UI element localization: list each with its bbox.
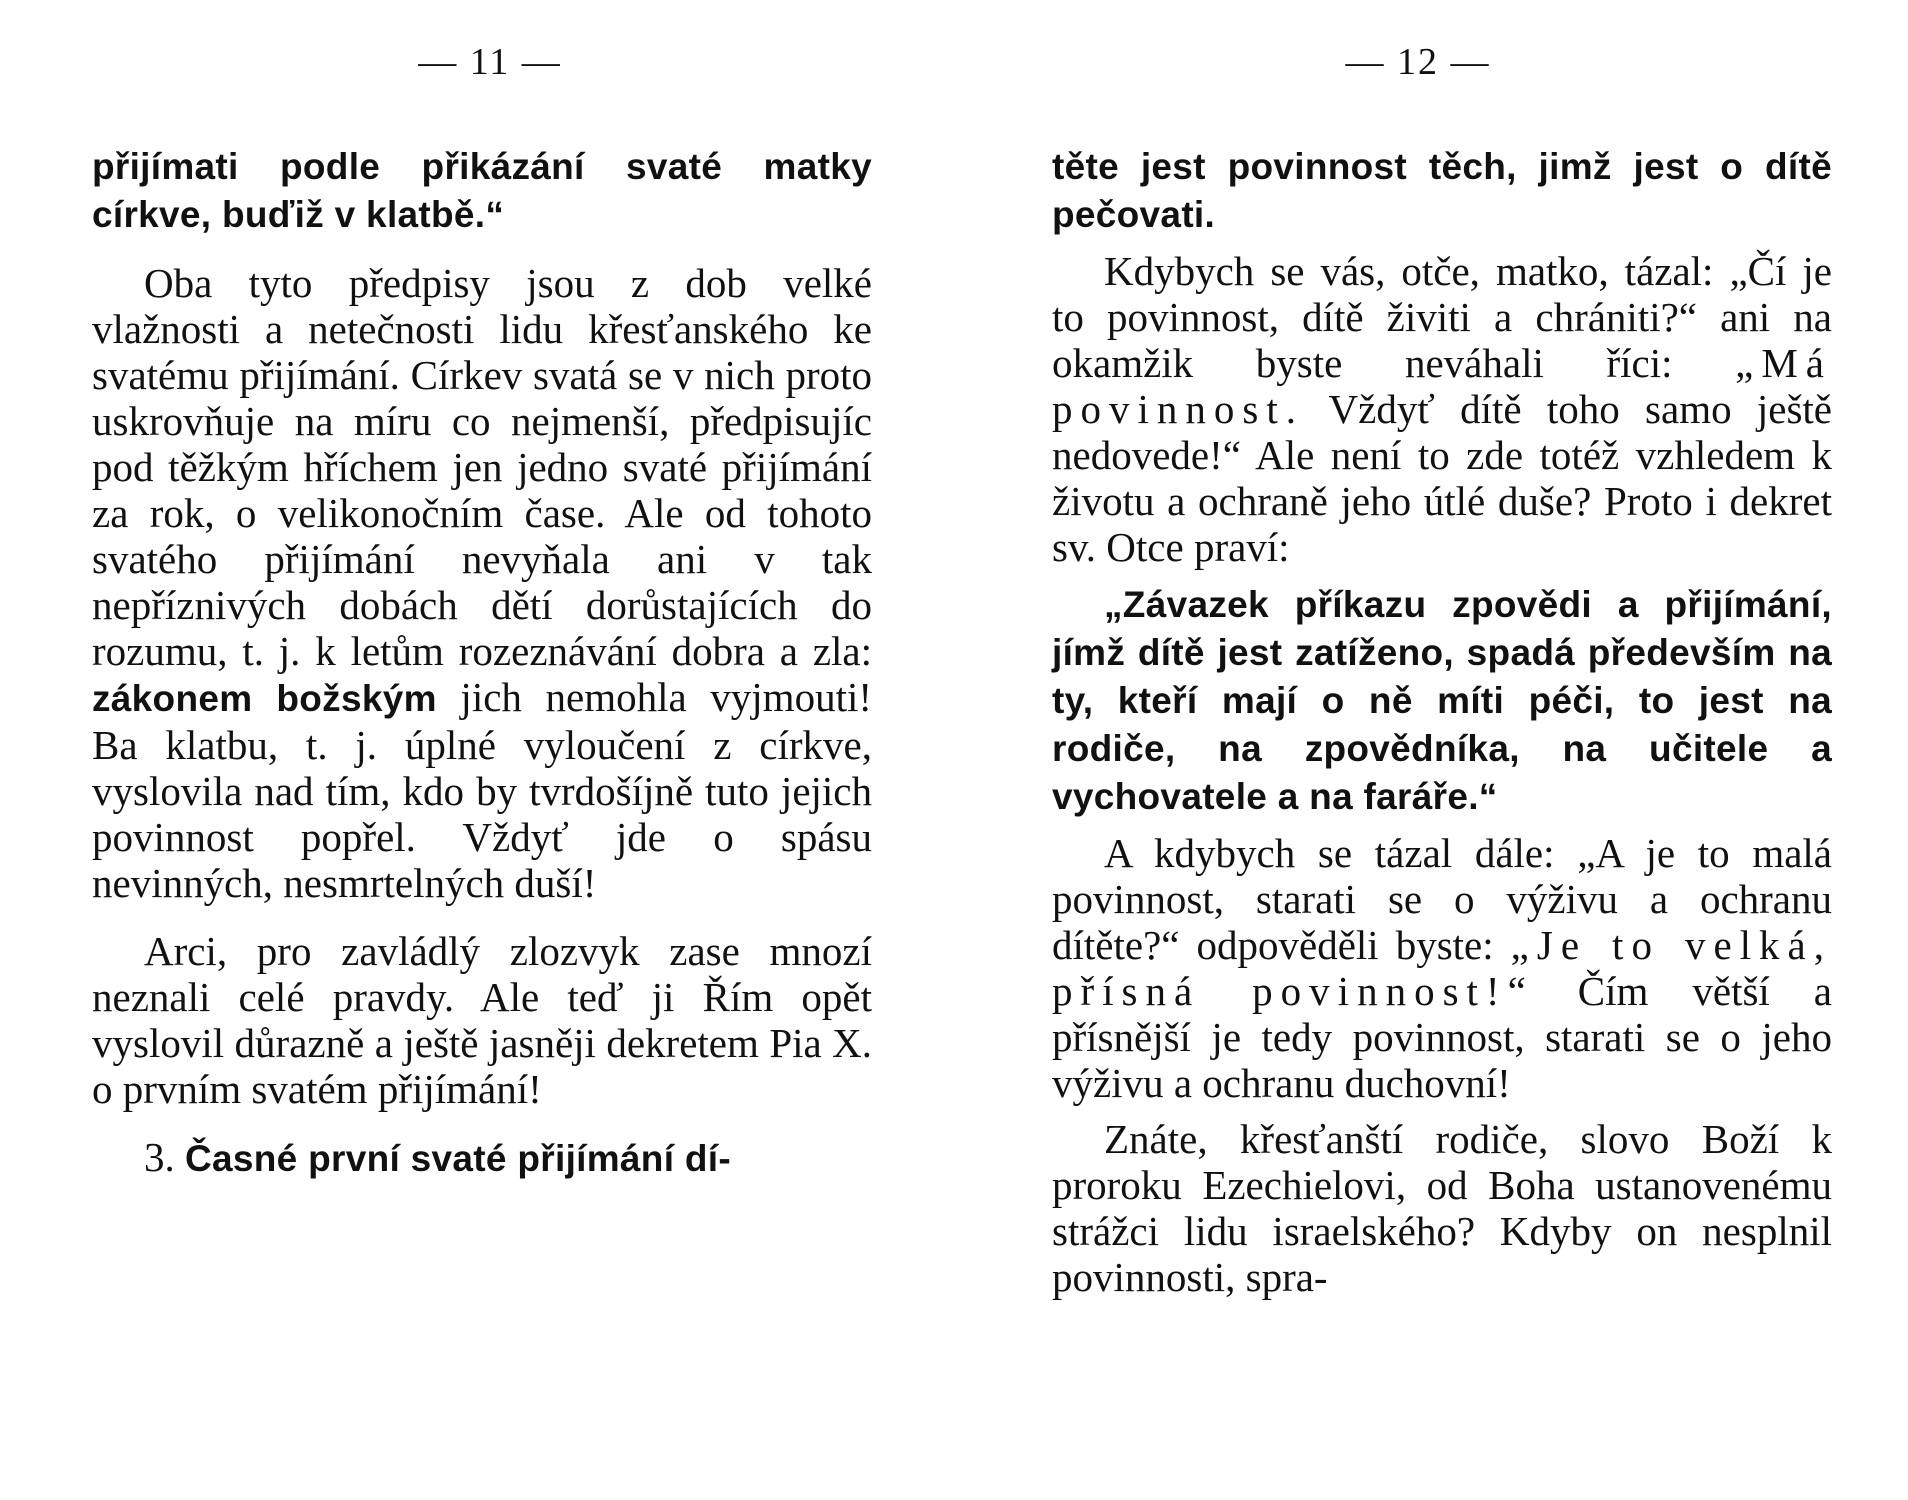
left-paragraph-1-bold: zákonem božským [92,678,437,719]
section-heading-text: Časné první svaté přijímání dí- [185,1138,731,1179]
section-number: 3. [144,1134,175,1180]
right-paragraph-1-spaced: „Má povinnost. [1052,340,1833,432]
right-page [1052,0,1832,1500]
left-page-text [92,142,872,1182]
left-paragraph-1-text-b: jich nemohla vyjmouti! Ba klatbu, t. j. úplné vyloučení z církve, vyslovila nad tím, kdo by tvrdošíjně tuto jejich povinnost popřel. Vždyť jde o spásu nevinných, nesmrtelných duší! [92,674,873,906]
right-paragraph-2-text-b: Čím větší a přísnější je tedy povinnost, starati se o jeho výživu a ochranu duchovní! [1052,968,1832,1106]
right-paragraph-1-text-a: Kdybych se vás, otče, matko, tázal: „Čí je to povinnost, dítě živiti a chrániti?“ ani na okamžik byste neváhali říci: [1052,248,1832,386]
left-paragraph-1 [92,260,872,906]
right-paragraph-2 [1052,830,1832,1106]
page-number-right: — 12 — [1345,41,1491,83]
right-continuation-bold: těte jest povinnost těch, jimž jest o dítě pečovati. [1052,146,1832,235]
left-paragraph-1-text-a: Oba tyto předpisy jsou z dob velké vlažnosti a netečnosti lidu křesťanského ke svatému přijímání. Církev svatá se v nich proto uskrovňuje na míru co nejmenší, předpisujíc pod těžkým hříchem jen jedno svaté přijímání za rok, o velikonočním čase. Ale od tohoto svatého přijímání nevyňala ani v tak nepříznivých dobách dětí dorůstajících do rozumu, t. j. k letům rozeznávání dobra a zla: [92,260,872,674]
right-page-text [1052,142,1832,1300]
left-paragraph-2: Arci, pro zavládlý zlozvyk zase mnozí neznali celé pravdy. Ale teď ji Řím opět vyslovil důrazně a ještě jasněji dekretem Pia X. o prvním svatém přijímání! [92,928,872,1112]
left-continuation-bold: přijímati podle přikázání svaté matky církve, buďiž v klatbě.“ [92,146,872,235]
decree-quote-bold: „Závazek příkazu zpovědi a přijímání, jímž dítě jest zatíženo, spadá především na ty, kteří mají o ně míti péči, to jest na rodiče, na zpovědníka, na učitele a vychovatele a na faráře.“ [1052,584,1832,817]
right-paragraph-1-text-b: Vždyť dítě toho samo ještě nedovede!“ Ale není to zde totéž vzhledem k životu a ochraně jeho útlé duše? Proto i dekret sv. Otce praví: [1052,386,1832,570]
decree-quote [1052,580,1832,820]
page-number-left: — 11 — [418,41,562,83]
left-page [92,0,872,1500]
right-paragraph-2-spaced: „Je to velká, přísná povinnost!“ [1052,922,1833,1014]
left-continuation [92,142,872,238]
section-heading [92,1134,872,1182]
right-paragraph-2-text-a: A kdybych se tázal dále: „A je to malá povinnost, starati se o výživu a ochranu dítěte?“ odpověděli byste: [1052,830,1832,968]
right-paragraph-3: Znáte, křesťanští rodiče, slovo Boží k proroku Ezechielovi, od Boha ustanovenému strážci lidu israelského? Kdyby on nesplnil povinnosti, spra- [1052,1116,1832,1300]
right-continuation [1052,142,1832,238]
right-paragraph-1 [1052,248,1832,570]
